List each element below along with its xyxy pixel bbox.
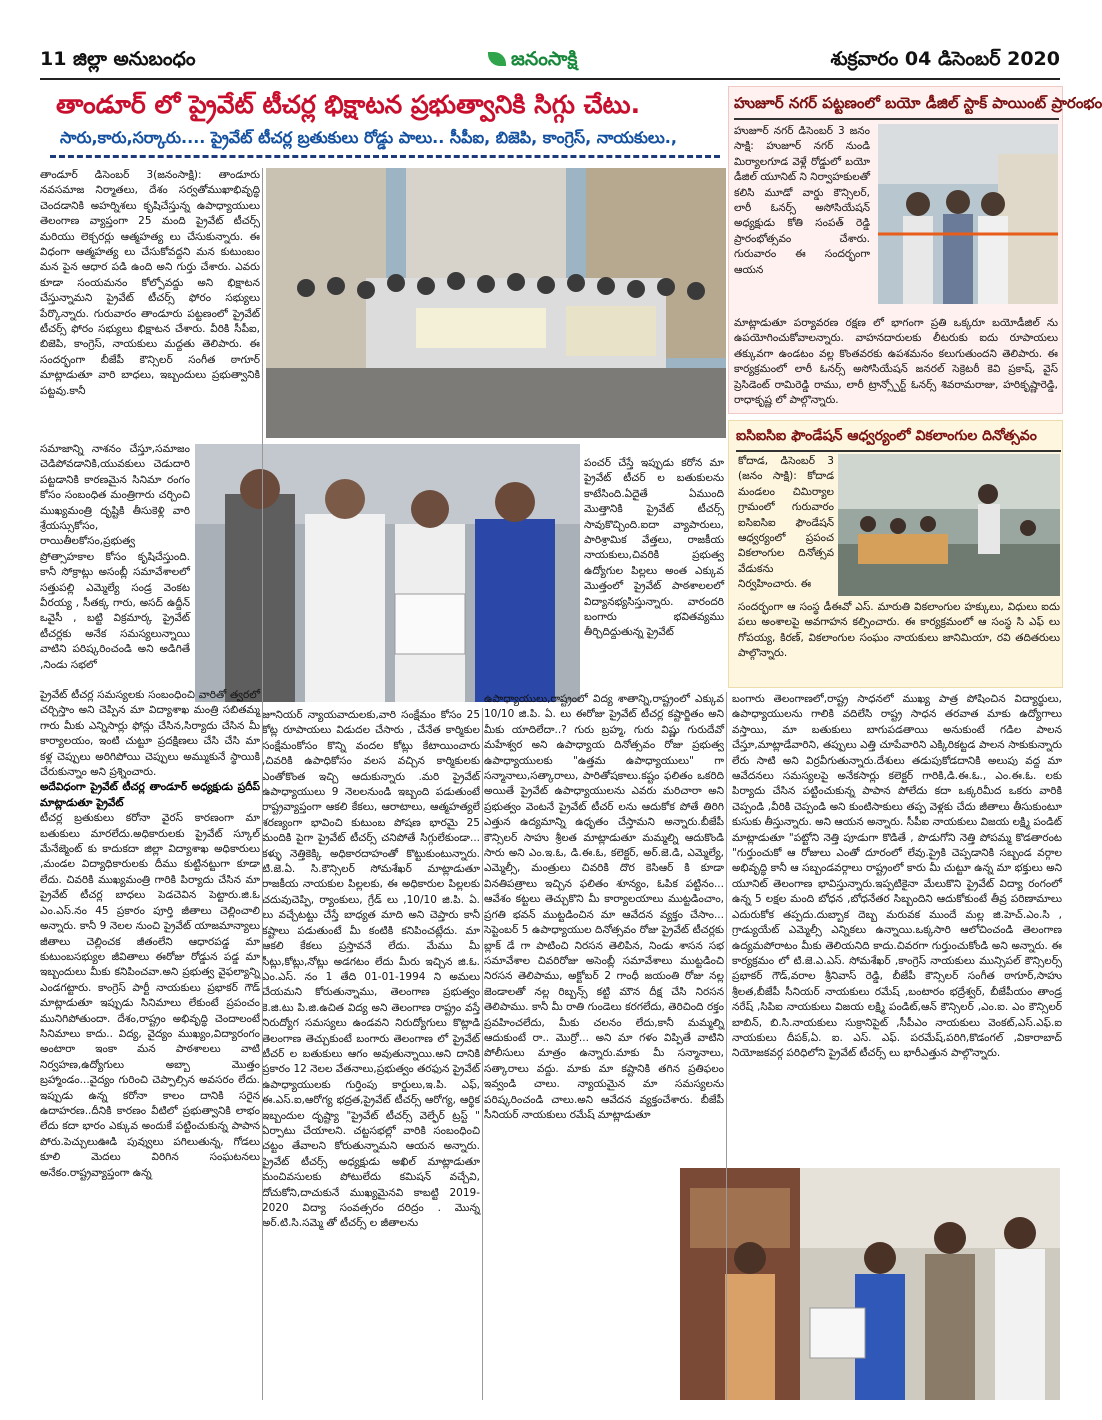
headline-divider bbox=[50, 152, 720, 158]
main-story-col3: ఉపాధ్యాయులు,రాష్ట్రంలో విద్య శాతాన్ని,రాష్ట్రంలో ఎక్కువ 10/10 జి.పి. ఏ. లు ఈరోజు ప్రైవేట్ టీచర్ల కష్టార్జితం అని మీకు యాదిలేదా..? గురు బ్రహ్మ, గురు విష్ణు గురుదేవో మహేశ్వర అని ఉపాధ్యాయ దినోత్సవం రోజు ప్రభుత్వ ఉపాధ్యాయులకు "ఉత్తమ ఉపాధ్యాయులు" గా సన్మానాలు,సత్కారాలు, పారితోషకాలు.కష్టం ఫలితం ఒకరిది అయితే ప్రైవేట్ ఉపాధ్యాయులను ఎవరు మరిచారా అని ప్రభుత్వం వెంటనే ప్రైవేట్ టీచర్ లను ఆదుకోక పోతే తిరిగి ఎత్తున ఉద్యమాన్ని ఉధృతం చేస్తామని అన్నారు.బీజేపీ కౌన్సిలర్ సాహు శ్రీలత మాట్లాడుతూ మమ్మల్ని ఆదుకొండి సారు అని ఎం.ఇ.ఓ, డి.ఈ.ఓ, కలెక్టర్, అర్.జె.డి, ఎమ్మెల్యే, ఎమ్మెల్సీ, మంత్రులు చివరికి దొర కెసిఆర్ కి కూడా వినతిపత్రాలు ఇచ్చిన ఫలితం శూన్యం, ఓపిక పట్టినం... ఆవేశం కట్టలు తెచ్చుకొని మీ కార్యాలయాలు ముట్టడించాం, ప్రగతి భవన్ ముట్టడించిన మా ఆవేదన వ్యక్తం చేసాం... సెప్టెంబర్ 5 ఉపాధ్యాయుల దినోత్సవం రోజు ప్రైవేట్ టీచర్లకు బ్లాక్ డే గా పాటించి నిరసన తెలిపిన, నిండు శాసన సభ సమావేశాల చివరిరోజు అసెంబ్లీ సమావేశాలు ముట్టడించి నిరసన తెలిపాము, అక్టోబర్ 2 గాంధీ జయంతి రోజు నల్ల జెండాలతో నల్ల రిబ్బన్స్ కట్టి మౌన దీక్ష చేసి నిరసన తెలిపాము. కానీ మీ రాతి గుండెలు కరగలేదు, తెరిచింది రక్తం ప్రవహించలేదు, మీకు చలనం లేదు,కానీ మమ్మల్ని ఆదుకుంటే రా.. మొర్రో... అని మా గళం విప్పితే వాటిని పోలీసులు మాత్రం ఉన్నారు.మాకు మీ సన్మానాలు, సత్కారాలు వద్దు. మాకు మా కష్టానికి తగిన ప్రతిఫలం ఇవ్వండి చాలు. న్యాయమైన మా సమస్యలను పరిష్కరించండి చాలు.అని ఆవేదన వ్యక్తంచేశారు. బీజేపీ సీనియర్ నాయకులు రమేష్ మాట్లాడుతూ bbox=[484, 693, 724, 1121]
main-story-col1-mid: సమాజాన్ని నాశనం చేస్తూ,సమాజం చెడిపోవడానికి,యువకులు చెడుదారి పట్టడానికి కారణమైన సినిమా రంగం కోసం సంబంధిత మంత్రిగారు చర్చించి ముఖ్యమంత్రి దృష్టికి తీసుకెళ్లి వారి శ్రేయస్సుకోసం, రాయితీలకోసం,ప్రభుత్వ ప్రోత్సాహకాల కోసం కృషిచేస్తుంది. కానీ సోక్రాట్లు అసంబ్లీ సమావేశాలలో సత్తుపల్లి ఎమ్మెల్యే సండ్ర వెంకట వీరయ్య , సీతక్క గారు, అసద్ ఉద్దీన్ ఒవైసీ , బట్టి విక్రమార్క ప్రైవేట్ టీచర్లకు అనేక సమస్యలున్నాయి వాటిని పరిష్కరించండి అని అడిగితే ,నిండు సభలో bbox=[40, 443, 190, 671]
page-section-label: 11 జిల్లా అనుబంధం bbox=[40, 48, 196, 70]
main-headline: తాండూర్ లో ప్రైవేట్ టీచర్ల భిక్షాటన ప్రభుత్వానికి సిగ్గు చేటు. bbox=[56, 90, 641, 119]
teachers-at-shop-photo bbox=[680, 1168, 1060, 1400]
disability-day-text-wide: సందర్భంగా ఆ సంస్థ డీఈవో ఎస్. మారుతి వికలాంగుల హక్కులు, విధులు ఐదు పలు అంశాలపై అవగాహన కల్పించారు. ఈ కార్యక్రమంలో ఆ సంస్థ సి ఎఫ్ లు గోపయ్య, కిరణ్, వికలాంగుల సంఘం నాయకులు జానిమియా, రవి తదితరులు పాల్గొన్నారు. bbox=[738, 601, 1060, 660]
bio-diesel-text-narrow: హుజూర్ నగర్ డిసెంబర్ 3 జనం సాక్షి: హుజూర్ నగర్ నుండి మిర్యాలగూడ వెళ్లే రోడ్డులో బయో డీజిల్ యూనిట్ ని నిర్వాహకులతో కలిసి మూడో వార్డు కౌన్సిలర్, లారీ ఓనర్స్ అసోసియేషన్ అధ్యక్షుడు కోతి సంపత్ రెడ్డి ప్రారంభోత్సవం చేశారు. గురువారం ఈ సందర్భంగా ఆయన bbox=[734, 125, 870, 276]
column-rule bbox=[482, 708, 483, 1400]
protest-group-photo bbox=[266, 168, 726, 438]
logo-text: జనంసాక్షి bbox=[511, 48, 578, 70]
donation-box-photo bbox=[195, 444, 580, 702]
leaf-icon bbox=[488, 52, 506, 66]
newspaper-logo bbox=[488, 48, 577, 75]
main-story-col1-top: తాండూర్ డిసెంబర్ 3(జనంసాక్షి): తాండూరు నవసమాజ నిర్మాతలు, దేశం సర్వతోముఖాభివృద్ధి చెందడానికి అహర్నిశలు కృషిచేస్తున్న ఉపాధ్యాయులు తెలంగాణ వ్యాప్తంగా 25 మంది ప్రైవేట్ టీచర్స్ మరియు లెక్చరర్లు ఆత్మహత్య లు చేసుకున్నారు. ఈ విధంగా ఆత్మహత్య లు చేసుకోవద్దని మన కుటుంబం మన పైన ఆధార పడి ఉంది అని గుర్తు చేశారు. ఎవరు కూడా సంయమనం కోల్పోవద్దు అని భిక్షాటన చేస్తున్నామని ప్రైవేట్ టీచర్స్ ఫోరం సభ్యులు పేర్కొన్నారు. గురువారం తాండూరు పట్టణంలో ప్రైవేట్ టీచర్స్ ఫోరం సభ్యులు భిక్షాటన చేశారు. వీరికి సీపీఐ, బిజెపి, కాంగ్రెస్, నాయకులు మద్దతు తెలిపారు. ఈ సందర్భంగా బీజేపీ కౌన్సిలర్ సంగీత ఠాగూర్ మాట్లాడుతూ వారి బాధలు, ఇబ్బందులు ప్రభుత్వానికి పట్టవు.కానీ bbox=[40, 169, 260, 397]
disability-day-photo bbox=[838, 454, 1060, 596]
masthead bbox=[40, 48, 1060, 80]
bio-diesel-photo bbox=[878, 124, 1058, 304]
column-rule bbox=[726, 692, 727, 1400]
bio-diesel-text-wide: మాట్లాడుతూ పర్యావరణ రక్షణ లో భాగంగా ప్రతి ఒక్కరూ బయోడీజిల్ ను ఉపయోగించుకోవాలన్నారు. వాహనదారులకు లీటరుకు ఐదు రూపాయలు తక్కువగా ఉండటం వల్ల కొంతవరకు ఉపశమనం కలుగుతుందని తెలిపారు. ఈ కార్యక్రమంలో లారీ ఓనర్స్ అసోసియేషన్ జనరల్ సెక్రెటరీ కెవి ప్రకాష్, వైస్ ప్రెసిడెంట్ రామిరెడ్డి రాము, లారీ ట్రాన్స్పోర్ట్ ఓనర్స్ శివరామరాజు, హరికృష్ణారెడ్డి, రాధాకృష్ణ లో పాల్గొన్నారు. bbox=[734, 317, 1058, 407]
main-story-col1-bottom: ప్రైవేట్ టీచర్ల సమస్యలకు సంబంధించి వారితో త్వరలో చర్చిస్తాం అని చెప్పిన మా విద్యాశాఖ మంత్రి సబితమ్మ గారు మీకు ఎన్నిసార్లు ఫోన్లు చేసిన,సిర్యాదు చేసిన మీ కార్యాలయం, ఇంటి చుట్టూ ప్రదక్షిణలు చేసి చేసి మా కళ్ల చెప్పులు అరిగిపోయి చెప్పులు అమ్ముకునే స్థాయికి చేరుకున్నాం అని ప్రశ్నించారు. అదేవిధంగా ప్రైవేట్ టీచర్ల తాండూర్ అధ్యక్షుడు ప్రదీప్ మాట్లాడుతూ ప్రైవేట్ టీచర్ల బ్రతుకులు కరోనా వైరస్ కారణంగా మా బతుకులు మారలేదు.అధికారులకు ప్రైవేట్ స్కూల్ మేనేజ్మెంట్ కు కాదుకదా జిల్లా విద్యాశాఖ అధికారులు ,మండల విద్యాధికారులకు దీము కుట్టినట్టుగా కూడా లేదు. చివరికి ముఖ్యమంత్రి గారికి పిర్యాదు చేసిన మా ప్రైవేట్ టీచర్ల బాధలు పెడచెవిన పెట్టారు.జి.ఓ ఎం.ఎస్.నం 45 ప్రకారం పూర్తి జీతాలు చెల్లించాలి అన్నారు. కానీ 9 నెలల నుంచి ప్రైవేట్ యాజమాన్యాలు జీతాలు చెల్లించక జీతంలేని ఆధారపడ్డ మా కుటుంబసభ్యుల జీవితాలు ఈరోజు రోడ్డున పడ్డ మా ఇబ్బందులు మీకు కనిపించవా.అని ప్రభుత్వ వైఫల్యాన్ని ఎండగట్టారు. కాంగ్రెస్ పార్టీ నాయకులు ప్రభాకర్ గౌడ్ మాట్లాడుతూ ఇప్పుడు సినిమాలు లేకుంటే ప్రపంచం మునిగిపోతుందా. దేశం,రాష్ట్రం అభివృద్ధి చెందాలంటే సినిమాలు కాదు.. విద్య, వైద్యం ముఖ్యం,విద్యారంగం అంటారా ఇంకా మన పాఠశాలలు వాటి నిర్వహణ,ఉద్యోగులు అబ్బా మొత్తం బ్రహ్మాండం...వైద్యం గురించి చెప్పాల్సిన అవసరం లేదు. ఇప్పుడు ఉన్న కరోనా కాలం దానికి సరైన ఉదాహరణ..దీనికి కారణం వీటిలో ప్రభుత్వానికి లాభం లేదు కదా భారం ఎక్కువ అందుకే పట్టించుకున్న పాపాన పోరు.పెచ్చులుఊడి పువ్వులు పగిలుతున్న, గోడలు కూలి మెదలు విరిగిన సంఘటనలు అనేకం.రాష్ట్రవ్యాప్తంగా ఉన్న bbox=[40, 689, 260, 1179]
main-story-col4: బంగారు తెలంగాణలో,రాష్ట్ర సాధనలో ముఖ్య పాత్ర పోషించిన విద్యార్థులు, ఉపాధ్యాయులను గాలికి వదిలేసి రాష్ట్ర సాధన తరవాత మాకు ఉద్యోగాలు వస్తాయి, మా బతుకులు బాగుపడతాయి అనుకుంటే గడిల పాలన చేస్తూ,మాట్లాడేవారిని, తప్పులు ఎత్తి చూపేవారిని ఎక్కిరికట్టడ పాలన సాకుకున్నారు లేరు సాటి అని విర్రవీగుతున్నారు.దేశులు తడుపుకోడదానికి అలుపు వద్ద మా ఆవేదనలు సమస్యలపై అనేకసార్లు కలెక్టర్ గారికి,డి.ఈ.ఓ., ఎం.ఈ.ఓ. లకు పిర్యాదు చేసిన పట్టించుకున్న పాపాన పోలేదు కదా ఒక్కరిమీద ఒకరు వారికి చెప్పండి ,వీరికి చెప్పండి అని కుంటిసాకులు తప్ప వెళ్లకు చేదు జీతాలు తీసుకుంటూ కుసుకు తీస్తున్నారు. అని ఆయన అన్నారు. సీపీఐ నాయకులు విజయ లక్ష్మి పండిట్ మాట్లాడుతూ "పట్టోని నెత్తి పూడుగా కొడితే , పొడుగోని నెత్తి పోపమ్మ కొడతారంట "గుర్తుంచుకో ఆ రోజులు ఎంతో దూరంలో లేవు.ప్రైకి చెప్పడానికి సబ్బండ వర్గాల అభివృద్ధి కానీ ఆ సబ్బండవర్గాలు రాష్ట్రంలో కారు మీ చుట్టూ ఉన్న మా భక్తులు అని యూనిట్ తెలంగాణ భావిస్తున్నారు.ఇప్పటికైనా మేలుకొని ప్రైవేట్ విద్యా రంగంలో ఉన్న 5 లక్షల మంది బోధన ,బోధనేతర సిబ్బందిని ఆదుకోకుంటే తీవ్ర పరిణామాలు ఎదురుకోక తప్పదు.దుబ్బాక దెబ్బ మరువక ముందే మల్ల జి.హెచ్.ఎం.సి , గ్రాడ్యుయేట్ ఎమ్మెల్సీ ఎన్నికలు ఉన్నాయి.ఒక్కసారి ఆలోచించండి తెలంగాణ ఉద్యమపోరాటం మీకు తెలియనిది కాదు.చివరగా గుర్తుంచుకోండి అని అన్నారు. ఈ కార్యక్రమం లో టి.జె.ఎ.ఎస్. సోమశేఖర్ ,కాంగ్రెస్ నాయకులు మున్సిపల్ కౌన్సిలర్స్ ప్రభాకర్ గౌడ్,వరాల శ్రీనివాస్ రెడ్డి, బీజేపీ కౌన్సిలర్ సంగీత ఠాగూర్,సాహు శ్రీలత,బీజేపీ సీనియర్ నాయకులు రమేష్ ,బంటారం భద్రేశ్వర్, బీజేపీయం తాండ్ర నరేష్ ,సిపిఐ నాయకులు విజయ లక్ష్మి పండిట్,ఆన్ కౌన్సిలర్ ,ఎం.ఐ. ఎం కౌన్సిలర్ బాబిన్, బి.సి.నాయకులు సుక్రానిపైట్ ,సీపీఎం నాయకులు వెంకట్,ఎస్.ఎఫ్.ఐ నాయకులు దీపక్,ఏ. ఐ. ఎస్. ఎఫ్. పరమేష్,పరిగి,కొడంగల్ ,వికారాబాద్ నియోజకవర్గ పరిధిలోని ప్రైవేట్ టీచర్స్ లు భారీఎత్తున పాల్గొన్నారు. bbox=[732, 693, 1062, 1060]
bio-diesel-headline: హుజూర్ నగర్ పట్టణంలో బయో డీజిల్ స్టాక్ పాయింట్ ప్రారంభం bbox=[734, 88, 1059, 120]
issue-date: శుక్రవారం 04 డిసెంబర్ 2020 bbox=[830, 48, 1060, 70]
main-story-col3-top: పంచర్ చేస్తే ఇప్పుడు కరోన మా ప్రైవేట్ టీచర్ ల బతుకులను కాటేసింది.ఏదైతే ఏముంది మొత్తానికి ప్రైవేట్ టీచర్స్ సావుకొచ్చింది.ఐదా వ్యాపారులు, పారిశ్రామిక వేత్తలు, రాజకీయ నాయకులు,చివరికి ప్రభుత్వ ఉద్యోగుల పిల్లలు అంత ఎక్కువ మొత్తంలో ప్రైవేట్ పాఠశాలలలో విద్యానభ్యసిస్తున్నారు. వారందరి బంగారు భవితవ్యము తీర్చిదిద్దుతున్న ప్రైవేట్ bbox=[584, 457, 724, 639]
main-subheadline: సారు,కారు,సర్కారు.... ప్రైవేట్ టీచర్ల బ్రతుకులు రోడ్డు పాలు.. సీపీఐ, బిజెపి, కాంగ్రెస్, నాయకులు., bbox=[60, 128, 677, 147]
disability-day-headline: ఐసిఐసిఐ ఫౌండేషన్ ఆధ్వర్యంలో వికలాంగుల దినోత్సవం bbox=[736, 422, 1061, 452]
main-story-col2: జూనియర్ న్యాయవాదులకు,వారి సంక్షేమం కోసం 25 కోట్ల రూపాయలు విడుదల చేసారు , చేనేత కార్మికుల సంక్షేమంకోసం కొన్ని వందల కోట్లు కేటాయించారు ,చివరికి ఉపాధికోసం వలస వచ్చిన కార్మికులకు ఎంతోకొంత ఇచ్చి ఆదుకున్నారు .మరి ప్రైవేట్ ఉపాధ్యాయులు 9 నెలలనుండి ఇబ్బంది పడుతుంటే రాష్ట్రవ్యాప్తంగా ఆకలి కేకలు, ఆరాటాలు, ఆత్మహత్యలే శరణ్యంగా భావించి కుటుంబ పోషణ భారమై 25 మందికి పైగా ప్రైవేట్ టీచర్స్ చనిపోతే సిగ్గులేకుండా... కళ్ళు నెత్తికెక్కి అధికారదాహంతో కొట్టుకుంటున్నారు. టి.జె.ఏ. సి.కౌన్సిలర్ సోమశేఖర్ మాట్లాడుతూ రాజకీయ నాయకుల పిల్లలకు, ఈ అధికారుల పిల్లలకు చదువుచెప్పి, ర్యాంకులు, గ్రేడ్ లు ,10/10 జి.పి. ఏ. లు వచ్చేటట్టు చేస్తే బాధ్యత మాది అని చెప్తారు కానీ కష్టాలు పడుతుంటే మీ కంటికి కనిపించట్లేదు. మా ఆకలి కేకలు ప్రస్తావనే లేదు. మేము మీ సీట్లు,కోట్లు,నోట్లు అడగటం లేదు మీరు ఇచ్చిన జి.ఓ. ఎం.ఎస్. నం 1 తేది 01-01-1994 ని అమలు చేయమని కోరుతున్నాము, తెలంగాణ ప్రభుత్వం కె.జి.టు పి.జి.ఉచిత విద్య అని తెలంగాణ రాష్ట్రం వస్తే నిరుద్యోగ సమస్యలు ఉండవని నిరుద్యోగులు కొట్లాడి తెలంగాణ తెచ్చుకుంటే బంగారు తెలంగాణ లో ప్రైవేట్ టీచర్ ల బతుకులు ఆగం అవుతున్నాయి.అని దానికి ప్రకారం 12 నెలల వేతనాలు,ప్రభుత్వం తరఫున ప్రైవేట్ ఉపాధ్యాయులకు గుర్తింపు కార్డులు,ఇ.పి. ఎఫ్, ఈ.ఎస్.ఐ,ఆరోగ్య భద్రత,ప్రైవేట్ టీచర్స్ ఆరోగ్య, ఆర్థిక ఇబ్బందుల దృష్ట్యా "ప్రైవేట్ టీచర్స్ వెల్ఫేర్ ట్రస్ట్ " ఏర్పాటు చేయాలని. చట్టసభల్లో వారికి సంబంధించి చట్టం తేవాలని కోరుతున్నామని ఆయన అన్నారు. ప్రైవేట్ టీచర్స్ అధ్యక్షుడు అఖిల్ మాట్లాడుతూ మంచివసులకు పోటులేదు కమిషన్ వచ్చేవి, దోచుకోని,దాచుకునే ముఖ్యమైనవి కాబట్టి 2019-2020 విద్యా సంవత్సరం దరిద్రం . మొన్న అర్.టి.సి.సమ్మె తో టీచర్స్ ల జీతాలను bbox=[262, 709, 480, 1230]
disability-day-text-narrow: కోదాడ, డిసెంబర్ 3 (జనం సాక్షి): కోదాడ మండలం చిమిర్యాల గ్రామంలో గురువారం ఐసిఐసిఐ ఫౌండేషన్ ఆధ్వర్యంలో ప్రపంచ వికలాంగుల దినోత్సవ వేడుకను నిర్వహించారు. ఈ bbox=[738, 455, 834, 591]
main-story-subhead: అదేవిధంగా ప్రైవేట్ టీచర్ల తాండూర్ అధ్యక్షుడు ప్రదీప్ మాట్లాడుతూ ప్రైవేట్ bbox=[40, 781, 260, 809]
column-rule bbox=[262, 168, 263, 1400]
